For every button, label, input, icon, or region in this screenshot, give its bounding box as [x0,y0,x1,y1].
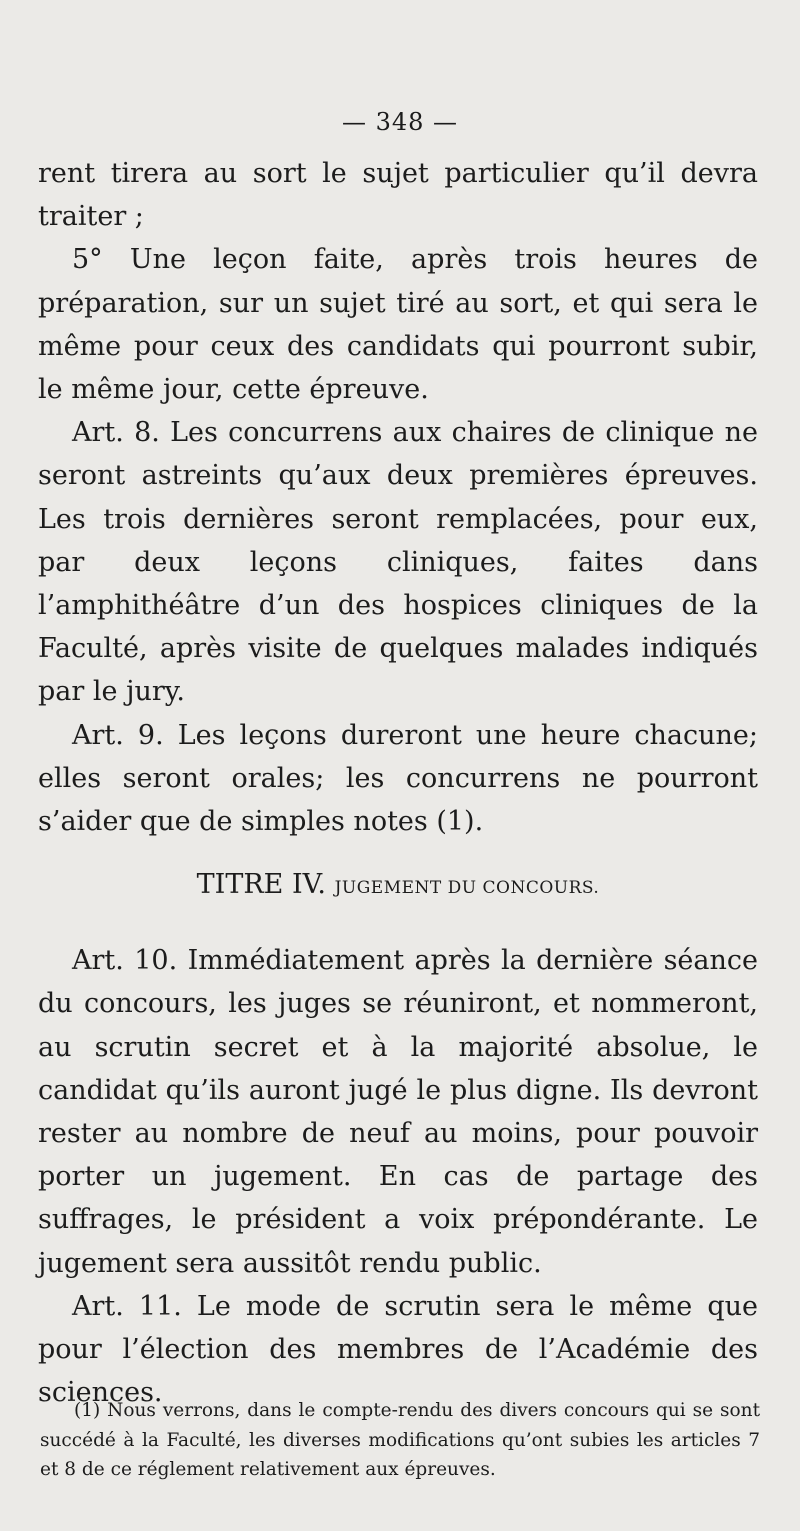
paragraph-article-10: Art. 10. Immédiatement après la dernière séance du concours, les juges se réuniront, et nommeront, au scrutin secret et à la majorité absolue, le candidat qu’ils auront jugé le plus digne. Ils devront rester au nombre de neuf au moins, pour pouvoir porter un jugement. En cas de partage des suffrages, le président a voix prépondérante. Le jugement sera aussitôt rendu public. [38,945,758,1279]
paragraph-continuation: rent tirera au sort le sujet particulier qu’il devra traiter ; [38,158,758,233]
paragraph-item-5: 5° Une leçon faite, après trois heures de préparation, sur un sujet tiré au sort, et qui sera le même pour ceux des candidats qui pourront subir, le même jour, cette épreuve. [38,244,758,406]
paragraph-article-9: Art. 9. Les leçons dureront une heure chacune; elles seront orales; les concurrens ne pourront s’aider que de simples notes (1). [38,719,758,838]
section-title-subtitle: JUGEMENT DU CONCOURS. [334,878,600,899]
paragraph-article-8: Art. 8. Les concurrens aux chaires de clinique ne seront astreints qu’aux deux premières épreuves. Les trois dernières seront remplacées, pour eux, par deux leçons cliniques, faites dans l’amphithéâtre d’un des hospices cliniques de la Faculté, après visite de quelques malades indiqués par le jury. [38,417,758,708]
section-title [38,868,758,905]
footnote: (1) Nous verrons, dans le compte-rendu des divers concours qui se sont succédé à la Faculté, les diverses modifications qu’ont subies les articles 7 et 8 de ce réglement relativement aux épreuves. [40,1400,760,1480]
paragraph-article-11: Art. 11. Le mode de scrutin sera le même que pour l’élection des membres de l’Académie des sciences. [38,1290,758,1409]
page-number: — 348 — [341,108,459,136]
body-text [38,152,758,1414]
section-title-label: TITRE IV. [196,869,326,901]
